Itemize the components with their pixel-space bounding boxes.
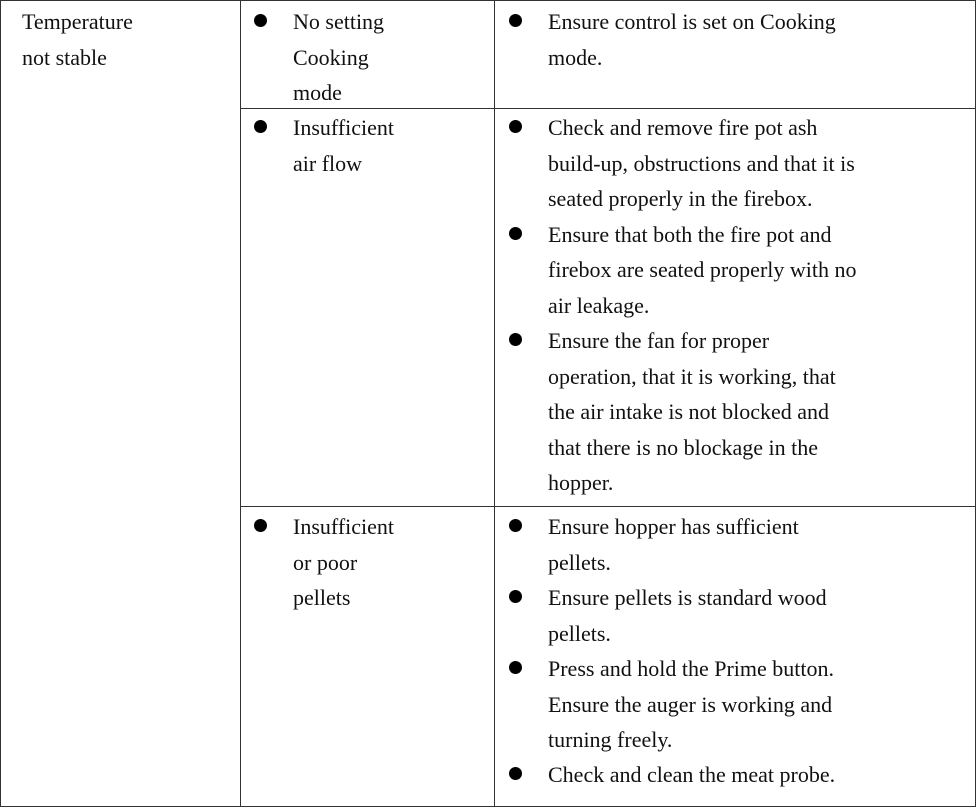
cause-3-line-3: pellets <box>293 585 351 610</box>
solution-2-3-line-4: that there is no blockage in the <box>548 434 819 460</box>
bullet-icon <box>509 590 522 603</box>
solution-2-3-line-3: the air intake is not blocked and <box>548 399 830 424</box>
cause-1-line-3: mode <box>293 80 342 105</box>
solution-2-2-line-1: Ensure that both the fire pot and <box>548 221 832 247</box>
table-border-top <box>0 0 976 1</box>
solution-3-3-line-2: Ensure the auger is working and <box>548 691 833 717</box>
solution-3-3-line-1: Press and hold the Prime button. <box>548 656 834 681</box>
table-border-right <box>975 0 976 807</box>
solution-3-1-line-1: Ensure hopper has sufficient <box>548 514 799 539</box>
bullet-icon <box>509 227 522 240</box>
solution-3-2-line-2: pellets. <box>548 620 611 646</box>
cause-3-line-1: Insufficient <box>293 514 395 539</box>
bullet-icon <box>254 120 267 133</box>
cause-2-line-1: Insufficient <box>293 115 395 140</box>
solution-3-3-line-3: turning freely. <box>548 727 673 752</box>
table-border-bottom <box>0 806 976 807</box>
solution-2-3-line-5: hopper. <box>548 470 614 495</box>
solution-1-1-line-1: Ensure control is set on Cooking <box>548 9 836 34</box>
table-border-left <box>0 0 1 807</box>
bullet-icon <box>509 519 522 532</box>
solution-3-1-line-2: pellets. <box>548 549 611 575</box>
solution-3-2-line-1: Ensure pellets is standard wood <box>548 585 827 610</box>
solution-2-1-line-1: Check and remove fire pot ash <box>548 115 818 140</box>
column-divider-2 <box>494 0 495 807</box>
bullet-icon <box>254 519 267 532</box>
bullet-icon <box>509 767 522 780</box>
solution-2-2-line-2: firebox are seated properly with no <box>548 257 857 282</box>
problem-line-1: Temperature <box>22 9 133 34</box>
solution-2-1-line-3: seated properly in the firebox. <box>548 186 813 211</box>
bullet-icon <box>509 14 522 27</box>
cause-3-line-2: or poor <box>293 549 358 575</box>
solution-1-1-line-2: mode. <box>548 44 603 70</box>
bullet-icon <box>509 333 522 346</box>
solution-2-3-line-2: operation, that it is working, that <box>548 363 836 389</box>
row-divider-2 <box>240 506 976 507</box>
bullet-icon <box>509 661 522 674</box>
solution-2-2-line-3: air leakage. <box>548 292 650 318</box>
column-divider-1 <box>240 0 241 807</box>
cause-1-line-2: Cooking <box>293 44 369 70</box>
solution-2-1-line-2: build-up, obstructions and that it is <box>548 150 855 176</box>
cause-1-line-1: No setting <box>293 9 385 34</box>
row-divider-1 <box>240 108 976 109</box>
solution-3-4-line-1: Check and clean the meat probe. <box>548 762 836 787</box>
solution-2-3-line-1: Ensure the fan for proper <box>548 328 770 353</box>
cause-2-line-2: air flow <box>293 150 363 176</box>
bullet-icon <box>254 14 267 27</box>
bullet-icon <box>509 120 522 133</box>
problem-line-2: not stable <box>22 44 107 70</box>
